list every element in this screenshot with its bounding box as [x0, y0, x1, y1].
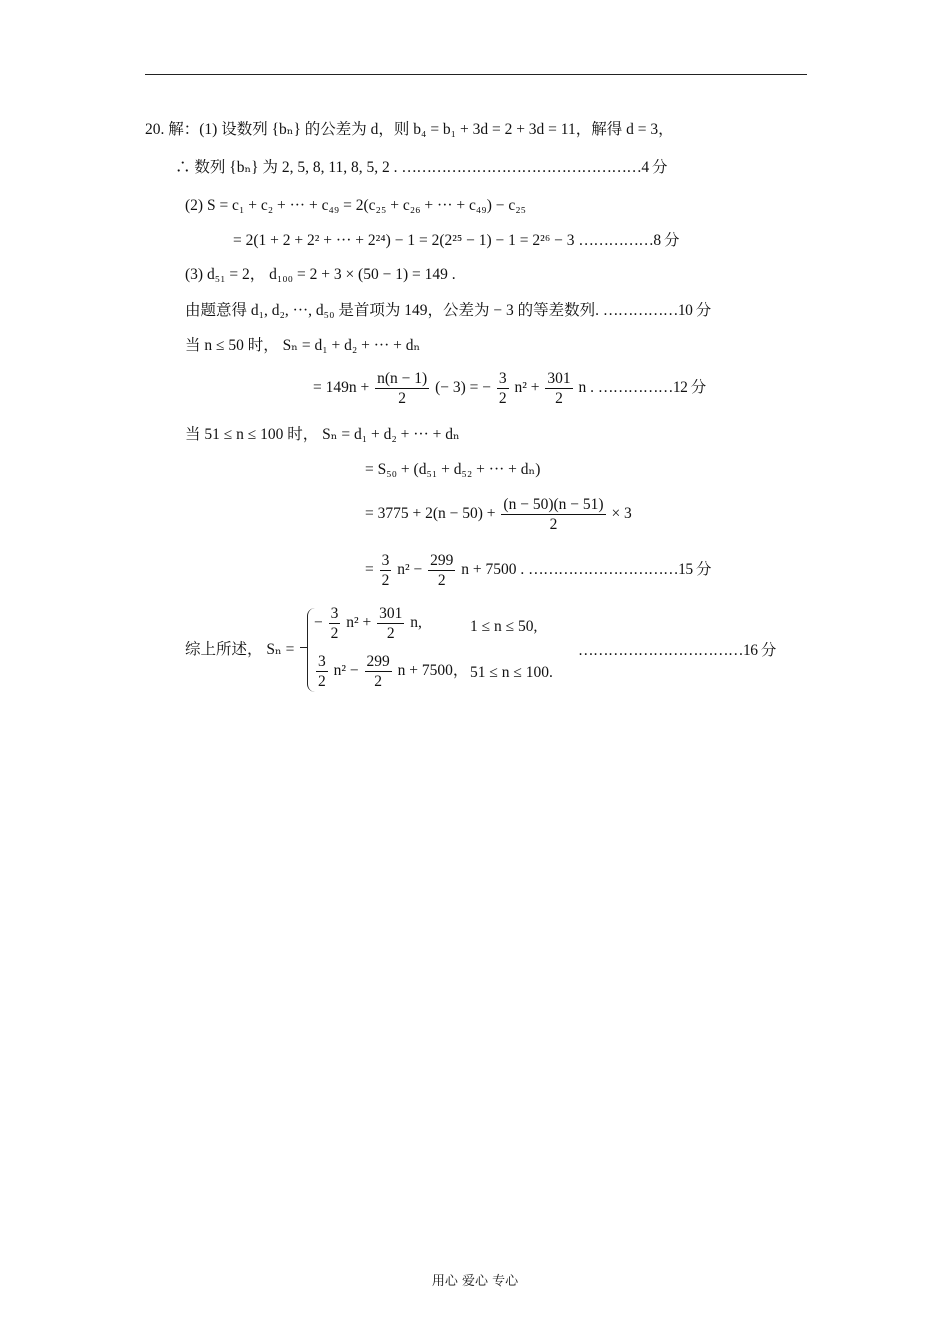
piecewise-brace-tip [300, 647, 307, 648]
fraction [365, 652, 392, 691]
line-case1-result [313, 369, 706, 408]
numerator: 3 [318, 653, 326, 670]
denominator: 2 [374, 673, 383, 690]
case2-result-a: = [365, 561, 374, 579]
case2-result-b: n² − [397, 561, 423, 579]
case1-c: n² + [514, 379, 540, 397]
line-case1-def: 当 n ≤ 50 时， Sₙ = d₁ + d₂ + ··· + dₙ [185, 337, 421, 354]
line-case2-split: = S₅₀ + (d₅₁ + d₅₂ + ··· + dₙ) [365, 461, 541, 478]
fraction [428, 551, 455, 590]
score-12: ……………12 分 [597, 379, 706, 397]
arith-seq-text: 由题意得 d₁, d₂, ···, d₅₀ 是首项为 149，公差为 − 3 的等差数列. [185, 302, 599, 319]
summary-label: 综上所述， Sₙ = [185, 641, 295, 658]
part2-result-text: = 2(1 + 2 + 2² + ··· + 2²⁴) − 1 = 2(2²⁵ − 1) − 1 = 2²⁶ − 3 [233, 232, 575, 249]
numerator: (n − 50)(n − 51) [503, 496, 604, 513]
score-8: ……………8 分 [578, 232, 679, 249]
fraction [501, 495, 605, 534]
score-10: ……………10 分 [602, 302, 711, 319]
fraction [375, 369, 429, 408]
score-16: ……………………………16 分 [578, 642, 776, 659]
line-case2-expand [365, 495, 632, 534]
summary-case1-sign: − [314, 614, 323, 632]
line-part2-result [233, 231, 679, 251]
numerator: n(n − 1) [377, 370, 428, 387]
numerator: 301 [379, 605, 403, 622]
fraction [316, 652, 328, 691]
numerator: 3 [381, 552, 390, 569]
summary-case1-b: n² + [346, 614, 372, 632]
score-4: …………………………………………4 分 [401, 159, 668, 176]
sequence-b-text: ∴ 数列 {bₙ} 为 2, 5, 8, 11, 8, 5, 2 . [175, 159, 398, 176]
case2-result-c: n + 7500 . [461, 561, 525, 579]
fraction [329, 604, 341, 643]
line-arith-seq [185, 301, 711, 321]
line-part3-d: (3) d₅₁ = 2， d₁₀₀ = 2 + 3 × (50 − 1) = 149 . [185, 266, 456, 283]
denominator: 2 [549, 516, 558, 533]
case2-expand-b: × 3 [611, 505, 632, 523]
header-rule [145, 74, 807, 75]
denominator: 2 [330, 625, 339, 642]
summary-case2 [314, 652, 468, 691]
summary-case2-condition: 51 ≤ n ≤ 100. [470, 664, 553, 681]
denominator: 2 [381, 572, 390, 589]
denominator: 2 [318, 673, 326, 690]
summary-case2-c: n + 7500， [397, 662, 469, 680]
denominator: 2 [437, 572, 446, 589]
fraction [377, 604, 404, 643]
numerator: 299 [430, 552, 454, 569]
denominator: 2 [386, 625, 395, 642]
summary-case1-c: n, [410, 614, 422, 632]
case1-a: = 149n + [313, 379, 370, 397]
fraction [380, 551, 392, 590]
case1-b: (− 3) = − [435, 379, 491, 397]
case2-expand-a: = 3775 + 2(n − 50) + [365, 505, 496, 523]
fraction [545, 369, 572, 408]
denominator: 2 [398, 390, 407, 407]
line-sequence-b [175, 158, 667, 178]
denominator: 2 [555, 390, 563, 407]
page-footer: 用心 爱心 专心 [431, 1274, 519, 1289]
numerator: 299 [366, 653, 390, 670]
fraction [497, 369, 509, 408]
line-case2-def: 当 51 ≤ n ≤ 100 时， Sₙ = d₁ + d₂ + ··· + dₙ [185, 426, 460, 443]
line-part1: 20. 解：(1) 设数列 {bₙ} 的公差为 d，则 b₄ = b₁ + 3d = 2 + 3d = 11，解得 d = 3， [145, 121, 674, 138]
line-part2-sum: (2) S = c₁ + c₂ + ··· + c₄₉ = 2(c₂₅ + c₂₆ + ··· + c₄₉) − c₂₅ [185, 197, 527, 214]
numerator: 3 [498, 370, 507, 387]
numerator: 3 [330, 605, 339, 622]
line-case2-result [365, 551, 711, 590]
summary-case2-b: n² − [333, 662, 359, 680]
numerator: 301 [547, 370, 571, 387]
denominator: 2 [498, 390, 507, 407]
summary-case1 [314, 604, 422, 643]
score-15: …………………………15 分 [528, 561, 712, 579]
summary-case1-condition: 1 ≤ n ≤ 50, [470, 618, 538, 635]
case1-d: n . [578, 379, 595, 397]
